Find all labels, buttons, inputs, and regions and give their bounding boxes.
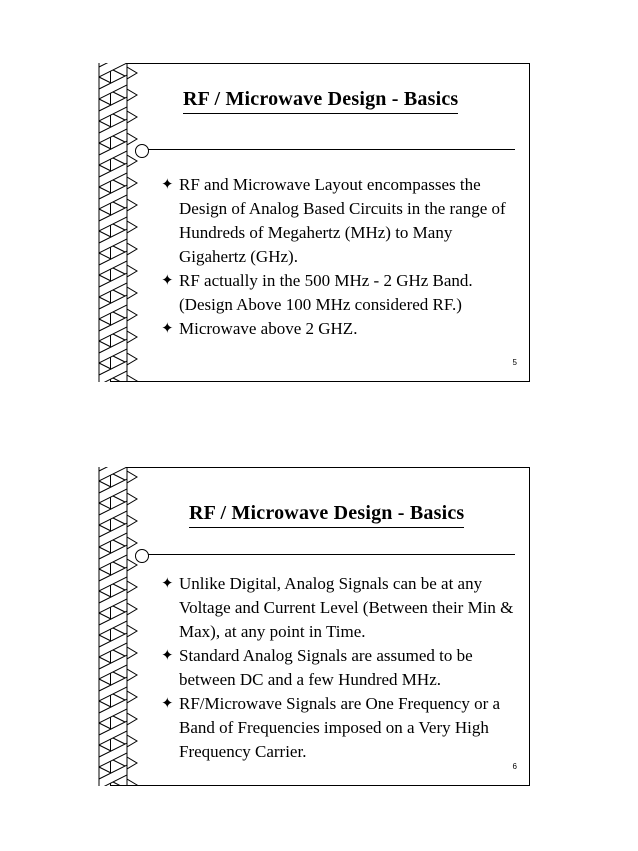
bullet-item: ✦ Standard Analog Signals are assumed to be between DC and a few Hundred MHz. [161, 646, 473, 689]
slide-6 [110, 467, 530, 786]
divider-knob-icon [135, 549, 149, 563]
bullet-star-icon: ✦ [161, 177, 174, 193]
bullet-star-icon: ✦ [161, 696, 174, 712]
slide-5 [110, 63, 530, 382]
bullet-star-icon: ✦ [161, 576, 174, 592]
page-number: 6 [512, 762, 517, 771]
bullet-item: ✦ Unlike Digital, Analog Signals can be at any Voltage and Current Level (Between their Min & Max), at any point in Time. [161, 574, 514, 641]
bullet-item: ✦ RF/Microwave Signals are One Frequency or a Band of Frequencies imposed on a Very High Frequency Carrier. [161, 694, 501, 761]
bullet-star-icon: ✦ [161, 648, 174, 664]
page-number: 5 [512, 358, 517, 367]
braided-border-decoration [97, 467, 141, 786]
slide-title: RF / Microwave Design - Basics [189, 502, 464, 528]
bullet-list [161, 173, 521, 341]
bullet-star-icon: ✦ [161, 321, 174, 337]
title-divider [141, 554, 515, 555]
bullet-list [161, 572, 521, 764]
bullet-item: ✦ RF and Microwave Layout encompasses the Design of Analog Based Circuits in the range of Hundreds of Megahertz (MHz) to Many Gigahertz (GHz). [161, 175, 506, 266]
bullet-item: ✦ Microwave above 2 GHZ. [161, 317, 521, 341]
bullet-item: ✦ RF actually in the 500 MHz - 2 GHz Band. (Design Above 100 MHz considered RF.) [161, 271, 473, 314]
bullet-star-icon: ✦ [161, 273, 174, 289]
title-divider [141, 149, 515, 150]
slide-title: RF / Microwave Design - Basics [183, 88, 458, 114]
divider-knob-icon [135, 144, 149, 158]
braided-border-decoration [97, 63, 141, 382]
